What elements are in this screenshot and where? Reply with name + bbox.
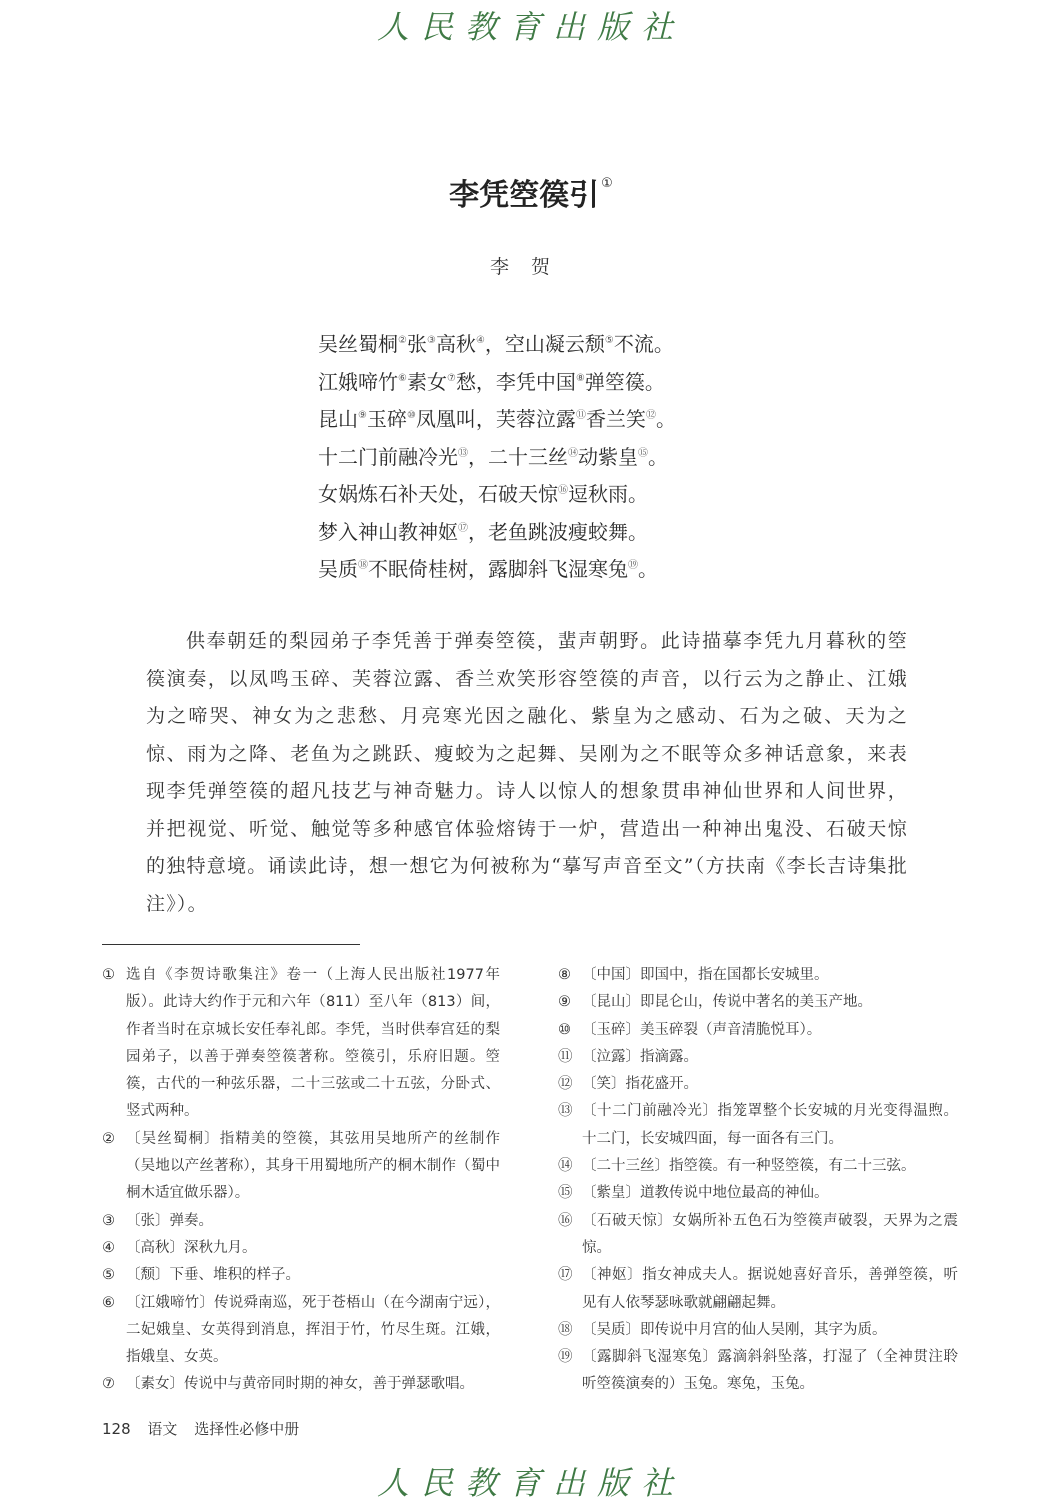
poem-line [318,322,878,360]
poem-text: 逗秋雨。 [568,482,648,506]
footnote-marker: ④ [475,335,485,346]
poem-line [318,472,878,510]
footnote-text: 〔露脚斜飞湿寒兔〕露滴斜斜坠落，打湿了（全神贯注聆听箜篌演奏的）玉兔。寒兔，玉兔。 [582,1349,958,1393]
footnote-item [558,1153,958,1180]
footnote-item [102,1290,500,1372]
footnote-item [102,1235,500,1262]
poem-text: 凤凰叫，芙蓉泣露 [415,407,576,431]
footnote-marker: ⑤ [604,335,614,346]
footnote-marker: ⑥ [398,372,407,384]
footnote-number: ③ [102,1212,115,1229]
footnote-marker: ⑰ [458,522,468,534]
footnote-text: 〔江娥啼竹〕传说舜南巡，死于苍梧山（在今湖南宁远），二妃娥皇、女英得到消息，挥泪于竹，竹尽生斑。江娥，指娥皇、女英。 [126,1294,500,1366]
footnote-marker: ⑭ [568,447,578,459]
footnote-text: 〔张〕弹奏。 [126,1212,213,1229]
footnote-text: 〔笑〕指花盛开。 [582,1076,698,1093]
footnotes-right-column [558,962,958,1399]
poem-line [318,397,878,435]
footnote-item [558,1208,958,1263]
footnote-item [102,1371,500,1398]
footnote-marker: ⑩ [406,410,416,421]
poem-text: ，老鱼跳波瘦蛟舞。 [468,519,648,544]
publisher-watermark-top: 人民教育出版社 [376,8,685,46]
footnote-text: 〔十二门前融冷光〕指笼罩整个长安城的月光变得温煦。十二门，长安城四面，每一面各有三门。 [582,1103,958,1147]
footnote-item [102,1262,500,1289]
footnote-marker: ⑫ [645,410,656,421]
footnote-item [102,1208,500,1235]
title-note-marker: ① [601,176,613,191]
poem-text: 。 [648,444,668,469]
footnote-number: ⑧ [558,967,571,983]
poem-text: 动紫皇 [578,444,638,469]
footnote-number: ⑨ [558,994,571,1011]
poem-text: 。 [655,407,676,431]
poem-text: 十二门前融冷光 [318,444,458,469]
footnote-number: ⑫ [558,1076,573,1093]
poem-text: 吴质 [318,557,358,581]
footnote-item [558,1180,958,1207]
footnote-number: ① [102,967,115,983]
footnote-text: 〔颓〕下垂、堆积的样子。 [126,1267,300,1284]
footnote-item [558,1071,958,1098]
footnote-text: 〔高秋〕深秋九月。 [126,1239,257,1256]
poem-text: 香兰笑 [585,407,646,431]
poem-text: 愁，李凭中国 [455,369,576,394]
footnote-marker: ⑬ [458,447,468,459]
footnote-number: ⑪ [558,1048,573,1065]
footnote-marker: ⑲ [628,560,638,571]
footnote-text: 〔素女〕传说中与黄帝同时期的神女，善于弹瑟歌唱。 [126,1376,474,1393]
footnote-number: ⑬ [558,1103,573,1120]
title-text: 李凭箜篌引 [449,178,600,213]
poem-line [318,360,878,398]
footnote-marker: ⑨ [358,410,367,421]
footnote-item [558,1017,958,1044]
footnote-item [558,1044,958,1071]
footnote-divider [102,944,360,945]
poem-text: 吴丝蜀桐 [318,332,398,356]
footnote-marker: ⑧ [575,372,585,384]
poem-text: 不眠倚桂树，露脚斜飞湿寒兔 [368,557,628,581]
poem-title [0,170,1062,214]
author-name: 李贺 [489,256,572,278]
subject-label: 语文 [147,1420,178,1438]
footnote-marker: ⑯ [558,485,568,496]
page-number: 128 [102,1420,131,1438]
footnote-number: ⑥ [102,1294,115,1311]
poem-text: 玉碎 [366,407,407,431]
footnote-item [558,1262,958,1317]
footnote-marker: ⑦ [446,372,456,384]
footnote-marker: ⑪ [575,410,586,421]
footnote-marker: ⑱ [358,560,368,571]
poem-text: 高秋 [435,332,476,356]
poem-text: 张 [406,332,427,356]
footnote-item [558,989,958,1016]
footnote-item [102,962,500,1126]
footnote-text: 〔中国〕即国中，指在国都长安城里。 [582,967,829,983]
footnote-text: 〔泣露〕指滴露。 [582,1048,698,1065]
footnote-item [558,1344,958,1399]
footnote-number: ⑭ [558,1158,573,1175]
footnote-text: 〔神妪〕指女神成夫人。据说她喜好音乐，善弹箜篌，听见有人依琴瑟咏歌就翩翩起舞。 [582,1267,958,1311]
footnote-text: 〔吴丝蜀桐〕指精美的箜篌，其弦用吴地所产的丝制作（吴地以产丝著称），其身干用蜀地所产的桐木制作（蜀中桐木适宜做乐器）。 [126,1130,500,1202]
footnote-item [558,962,958,989]
poem-text: 。 [638,557,658,581]
poem-text: 素女 [406,369,447,394]
footnote-text: 〔二十三丝〕指箜篌。有一种竖箜篌，有二十三弦。 [582,1158,916,1175]
intro-paragraph: 供奉朝廷的梨园弟子李凭善于弹奏箜篌，蜚声朝野。此诗描摹李凭九月暮秋的箜篌演奏，以凤鸣玉碎、芙蓉泣露、香兰欢笑形容箜篌的声音，以行云为之静止、江娥为之啼哭、神女为之悲愁、月亮寒光因之融化、紫皇为之感动、石为之破、天为之惊、雨为之降、老鱼为之跳跃、瘦蛟为之起舞、吴刚为之不眠等众多神话意象，来表现李凭弹箜篌的超凡技艺与神奇魅力。诗人以惊人的想象贯串神仙世界和人间世界，并把视觉、听觉、触觉等多种感官体验熔铸于一炉，营造出一种神出鬼没、石破天惊的独特意境。诵读此诗，想一想它为何被称为“摹写声音至文”（方扶南《李长吉诗集批注》）。 [146,630,908,915]
poem-text: ，二十三丝 [468,444,568,469]
footnote-text: 选自《李贺诗歌集注》卷一（上海人民出版社1977年版）。此诗大约作于元和六年（811）至八年（813）间，作者当时在京城长安任奉礼郎。李凭，当时供奉宫廷的梨园弟子，以善于弹奏箜篌著称。箜篌引，乐府旧题。箜篌，古代的一种弦乐器，二十三弦或二十五弦，分卧式、竖式两种。 [126,967,500,1120]
poem-text: 女娲炼石补天处，石破天惊 [318,482,558,506]
poem-line [318,435,878,473]
poem-line [318,547,878,585]
footnote-marker: ② [398,335,407,346]
poem-text: 梦入神山教神妪 [318,519,458,544]
footnote-item [558,1098,958,1153]
footnote-text: 〔玉碎〕美玉碎裂（声音清脆悦耳）。 [582,1021,822,1038]
poem-text: ，空山凝云颓 [484,332,605,356]
footnote-item [558,1317,958,1344]
footnotes-left-column [102,962,500,1399]
footnote-marker: ⑮ [638,447,648,459]
footnote-number: ⑦ [102,1376,115,1393]
poem-text: 昆山 [318,407,358,431]
footnote-number: ④ [102,1239,115,1256]
footnote-number: ⑯ [558,1212,573,1229]
footnote-text: 〔吴质〕即传说中月宫的仙人吴刚，其字为质。 [582,1321,887,1338]
footnote-number: ② [102,1130,115,1147]
page-footer [102,1418,311,1439]
footnote-number: ⑩ [558,1021,571,1038]
footnote-number: ⑤ [102,1267,115,1284]
footnote-text: 〔石破天惊〕女娲所补五色石为箜篌声破裂，天界为之震惊。 [582,1212,958,1256]
footnote-number: ⑰ [558,1267,573,1284]
footnote-number: ⑲ [558,1349,573,1366]
footnote-text: 〔昆山〕即昆仑山，传说中著名的美玉产地。 [582,994,872,1011]
poem-text: 江娥啼竹 [318,369,398,394]
poem-line [318,510,878,548]
volume-label: 选择性必修中册 [194,1420,300,1438]
footnote-item [102,1126,500,1208]
poem-text: 弹箜篌。 [584,369,665,394]
footnote-number: ⑮ [558,1185,573,1202]
footnote-marker: ③ [426,335,436,346]
publisher-watermark-bottom: 人民教育出版社 [376,1464,685,1502]
poem-body [318,322,878,585]
footnote-number: ⑱ [558,1321,573,1338]
poem-text: 不流。 [613,332,674,356]
footnote-text: 〔紫皇〕道教传说中地位最高的神仙。 [582,1185,829,1202]
